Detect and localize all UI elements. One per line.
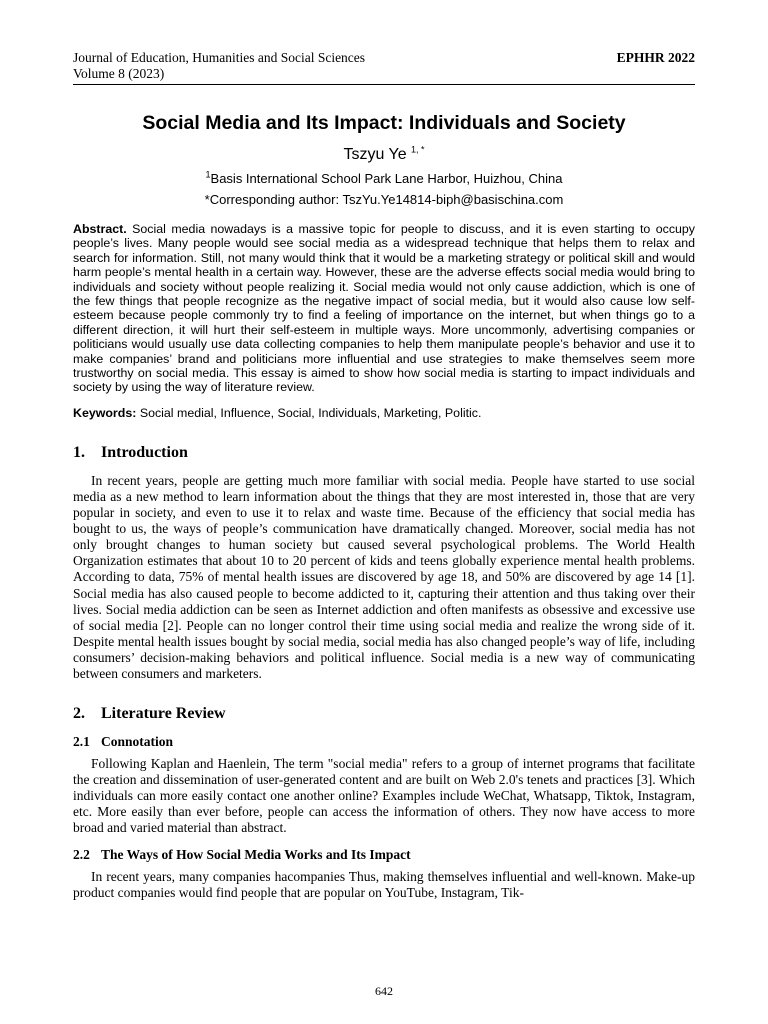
- subsection-title: Connotation: [101, 734, 174, 750]
- affiliation-text: Basis International School Park Lane Harbor, Huizhou, China: [210, 171, 563, 186]
- paper-title: Social Media and Its Impact: Individuals and Society: [142, 112, 626, 134]
- affiliation: [73, 171, 695, 187]
- author-line: [73, 145, 695, 165]
- keywords-label: Keywords:: [73, 405, 137, 420]
- section-title: Introduction: [101, 443, 188, 461]
- keywords: [73, 406, 695, 421]
- subsection-number: 2.1: [73, 734, 90, 750]
- subsection-heading-connotation: [73, 734, 695, 750]
- section-heading-introduction: [73, 443, 695, 463]
- abstract: [73, 222, 695, 395]
- paper-page: [73, 50, 695, 901]
- keywords-text: Social medial, Influence, Social, Individuals, Marketing, Politic.: [139, 405, 482, 420]
- section-heading-literature-review: [73, 704, 695, 724]
- subsection-number: 2.2: [73, 846, 90, 862]
- connotation-paragraph: Following Kaplan and Haenlein, The term "social media" refers to a group of internet programs that facilitate the creation and dissemination of user-generated content and are built on Web 2.0's tenets and practices [3]. Which individuals can more easily contact one another online? Examples include WeChat, Whatsapp, Tiktok, Instagram, etc. More easily than ever before, people can access the information of others. They now have access to more broad and varied material than abstract.: [73, 756, 695, 836]
- page-number: 642: [375, 984, 393, 998]
- author-marks: 1, *: [411, 144, 425, 155]
- subsection-heading-how-social-media-works: [73, 847, 695, 863]
- subsection-title: The Ways of How Social Media Works and Its Impact: [101, 846, 411, 862]
- volume-label: Volume 8 (2023): [73, 66, 165, 81]
- running-header: [73, 50, 695, 66]
- introduction-paragraph: In recent years, people are getting much more familiar with social media. People have started to use social media as a new method to learn information about the things that they are most interested in, those that are very popular in society, and even to use it to relax and waste time. Because of the efficiency that social media has bought to us, the ways of people’s communication have dramatically changed. Moreover, social media has not only brought changes to human society but caused several psychological problems. The World Health Organization estimates that about 10 to 20 percent of kids and teens globally experience mental health problems. According to data, 75% of mental health issues are discovered by age 18, and 50% are discovered by age 14 [1]. Social media has also caused people to become addicted to it, capturing their attention and thus taking over their lives. Social media addiction can be seen as Internet addiction and often manifests as obsessive and excessive use of social media [2]. People can no longer control their time using social media and realize the wrong side of it. Despite mental health issues bought by social media, social media has also changed people’s way of life, including consumers’ decision-making behaviors and political influence. Social media is a new way of communicating between consumers and marketers.: [73, 472, 695, 681]
- abstract-text: Social media nowadays is a massive topic for people to discuss, and it is even starting to occupy people’s lives. Many people would see social media as a widespread technique that helps them to relax and search for information. Still, not many would think that it would be a marketing strategy or political skill and would harm people’s mental health in a certain way. However, these are the adverse effects social media would bring to individuals and society without people realizing it. Social media would not only cause addiction, which is one of the few things that people recognize as the negative impact of social media, but it would also cause low self-esteem because people commonly try to find a feeling of importance on the internet, but when things go to a different direction, it will hurt their self-esteem in multiple ways. More uncommonly, advertising companies or politicians would usually use data collecting companies to help them manipulate people’s behavior and use it to make companies’ brand and politicians more influential and use strategies to make themselves seem more trustworthy on social media. This essay is aimed to show how social media is starting to impact individuals and society by using the way of literature review.: [73, 222, 695, 395]
- journal-name: Journal of Education, Humanities and Social Sciences: [73, 50, 366, 65]
- section-title: Literature Review: [101, 705, 226, 723]
- abstract-label: Abstract.: [73, 222, 127, 236]
- author-name: Tszyu Ye: [343, 146, 407, 163]
- header-rule: [73, 84, 695, 85]
- affiliation-mark: 1: [205, 169, 211, 180]
- how-social-media-works-paragraph: In recent years, many companies hacompanies Thus, making themselves influential and well-known. Make-up product companies would find people that are popular on YouTube, Instagram, Tik-: [73, 868, 695, 900]
- section-number: 1.: [73, 443, 85, 461]
- conference-tag: EPHHR 2022: [616, 50, 695, 65]
- corresponding-author: *Corresponding author: TszYu.Ye14814-biph@basischina.com: [204, 192, 564, 207]
- section-number: 2.: [73, 705, 85, 723]
